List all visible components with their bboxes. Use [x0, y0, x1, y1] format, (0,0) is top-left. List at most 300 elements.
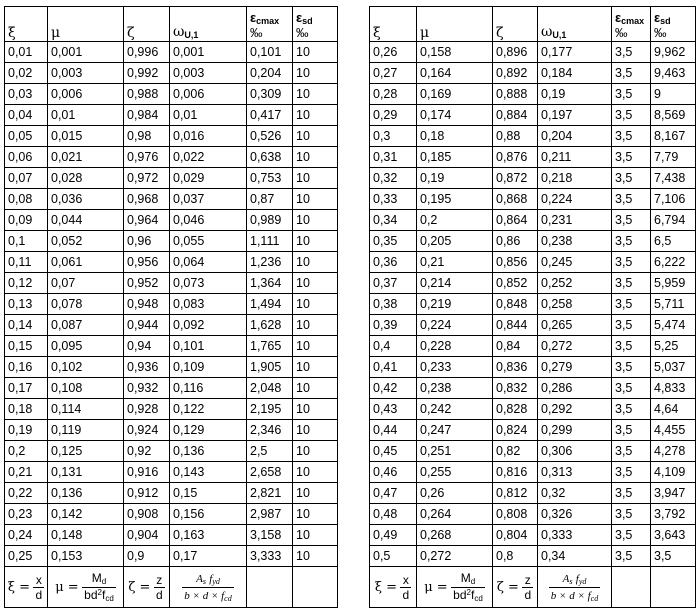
cell-mu: 0,01 — [48, 105, 124, 126]
table-row — [370, 231, 696, 252]
cell-zeta: 0,896 — [493, 42, 538, 63]
cell-eps-cmax: 2,346 — [247, 420, 293, 441]
cell-zeta: 0,816 — [493, 462, 538, 483]
cell-zeta: 0,96 — [124, 231, 170, 252]
cell-omega: 0,333 — [538, 525, 612, 546]
formula-zeta-num: z — [522, 573, 533, 588]
cell-eps-sd: 10 — [293, 252, 338, 273]
cell-mu: 0,264 — [417, 504, 493, 525]
cell-eps-sd: 4,833 — [651, 378, 696, 399]
header-mu: μ — [48, 7, 124, 42]
cell-xi: 0,27 — [370, 63, 417, 84]
cell-eps-sd: 3,5 — [651, 546, 696, 567]
cell-eps-cmax: 0,526 — [247, 126, 293, 147]
cell-xi: 0,19 — [5, 420, 48, 441]
cell-zeta: 0,976 — [124, 147, 170, 168]
cell-omega: 0,184 — [538, 63, 612, 84]
cell-xi: 0,24 — [5, 525, 48, 546]
cell-eps-sd: 6,5 — [651, 231, 696, 252]
formula-xi — [5, 567, 48, 608]
cell-omega: 0,022 — [170, 147, 247, 168]
table-row — [5, 525, 338, 546]
formula-mu-num: M — [91, 570, 102, 585]
eps-c-symbol: ε — [250, 10, 257, 25]
cell-xi: 0,43 — [370, 399, 417, 420]
cell-zeta: 0,964 — [124, 210, 170, 231]
cell-omega: 0,143 — [170, 462, 247, 483]
cell-zeta: 0,908 — [124, 504, 170, 525]
cell-eps-sd: 4,64 — [651, 399, 696, 420]
cell-eps-sd: 9 — [651, 84, 696, 105]
cell-eps-sd: 10 — [293, 441, 338, 462]
formula-mu — [48, 567, 124, 608]
cell-eps-sd: 3,792 — [651, 504, 696, 525]
table-row — [5, 210, 338, 231]
cell-mu: 0,174 — [417, 105, 493, 126]
cell-eps-sd: 10 — [293, 525, 338, 546]
cell-mu: 0,108 — [48, 378, 124, 399]
cell-omega: 0,224 — [538, 189, 612, 210]
cell-eps-cmax: 0,989 — [247, 210, 293, 231]
cell-eps-sd: 10 — [293, 84, 338, 105]
cell-zeta: 0,98 — [124, 126, 170, 147]
cell-eps-sd: 10 — [293, 189, 338, 210]
formula-zeta-lhs: ζ = — [496, 579, 519, 595]
cell-omega: 0,15 — [170, 483, 247, 504]
cell-mu: 0,233 — [417, 357, 493, 378]
formula-om-A: A — [196, 572, 203, 585]
cell-mu: 0,114 — [48, 399, 124, 420]
cell-eps-sd: 10 — [293, 315, 338, 336]
cell-eps-cmax: 3,5 — [612, 336, 651, 357]
cell-omega: 0,265 — [538, 315, 612, 336]
cell-mu: 0,153 — [48, 546, 124, 567]
cell-mu: 0,061 — [48, 252, 124, 273]
cell-eps-sd: 10 — [293, 336, 338, 357]
cell-mu: 0,169 — [417, 84, 493, 105]
cell-xi: 0,05 — [5, 126, 48, 147]
cell-mu: 0,044 — [48, 210, 124, 231]
cell-eps-sd: 7,79 — [651, 147, 696, 168]
cell-eps-cmax: 1,905 — [247, 357, 293, 378]
cell-zeta: 0,828 — [493, 399, 538, 420]
cell-omega: 0,083 — [170, 294, 247, 315]
omega-subscript: U,1 — [184, 30, 199, 40]
cell-xi: 0,44 — [370, 420, 417, 441]
cell-xi: 0,2 — [5, 441, 48, 462]
table-row — [5, 273, 338, 294]
cell-mu: 0,224 — [417, 315, 493, 336]
formula-mu-den-f: f — [470, 587, 475, 602]
formula-zeta-num: z — [154, 573, 165, 588]
cell-xi: 0,15 — [5, 336, 48, 357]
cell-omega: 0,037 — [170, 189, 247, 210]
table-row — [370, 483, 696, 504]
formula-omega — [170, 567, 247, 608]
eps-c-unit: ‰ — [250, 26, 263, 40]
cell-omega: 0,177 — [538, 42, 612, 63]
cell-eps-sd: 3,947 — [651, 483, 696, 504]
cell-xi: 0,41 — [370, 357, 417, 378]
cell-eps-cmax: 0,101 — [247, 42, 293, 63]
eps-s-symbol: ε — [654, 10, 661, 25]
table-row — [5, 441, 338, 462]
cell-eps-cmax: 3,5 — [612, 294, 651, 315]
cell-xi: 0,5 — [370, 546, 417, 567]
cell-eps-cmax: 1,628 — [247, 315, 293, 336]
cell-eps-cmax: 3,5 — [612, 504, 651, 525]
cell-mu: 0,021 — [48, 147, 124, 168]
cell-zeta: 0,912 — [124, 483, 170, 504]
eps-c-subscript: cmax — [621, 16, 645, 26]
cell-eps-cmax: 3,5 — [612, 42, 651, 63]
table-row — [5, 483, 338, 504]
cell-zeta: 0,888 — [493, 84, 538, 105]
cell-xi: 0,49 — [370, 525, 417, 546]
formula-zeta-den: d — [155, 587, 163, 602]
cell-eps-sd: 5,25 — [651, 336, 696, 357]
table-row — [370, 210, 696, 231]
cell-eps-sd: 7,438 — [651, 168, 696, 189]
formula-mu-den-sup: 2 — [466, 587, 471, 597]
cell-zeta: 0,84 — [493, 336, 538, 357]
formula-mu-den: bd — [453, 587, 467, 602]
table-row — [370, 168, 696, 189]
cell-eps-cmax: 2,048 — [247, 378, 293, 399]
cell-eps-sd: 8,569 — [651, 105, 696, 126]
cell-xi: 0,22 — [5, 483, 48, 504]
cell-eps-cmax: 1,111 — [247, 231, 293, 252]
cell-omega: 0,19 — [538, 84, 612, 105]
formula-empty-cell — [651, 567, 696, 608]
cell-eps-sd: 3,643 — [651, 525, 696, 546]
table-row — [370, 441, 696, 462]
cell-omega: 0,218 — [538, 168, 612, 189]
cell-xi: 0,03 — [5, 84, 48, 105]
cell-eps-sd: 6,794 — [651, 210, 696, 231]
cell-omega: 0,001 — [170, 42, 247, 63]
cell-eps-cmax: 1,765 — [247, 336, 293, 357]
omega-symbol: ω — [541, 24, 553, 40]
cell-xi: 0,17 — [5, 378, 48, 399]
table-row — [5, 357, 338, 378]
cell-mu: 0,185 — [417, 147, 493, 168]
cell-mu: 0,142 — [48, 504, 124, 525]
formula-mu-den-sub: cd — [105, 593, 114, 603]
table-row — [5, 231, 338, 252]
cell-xi: 0,23 — [5, 504, 48, 525]
cell-zeta: 0,916 — [124, 462, 170, 483]
formula-empty-cell — [293, 567, 338, 608]
cell-eps-sd: 10 — [293, 63, 338, 84]
cell-omega: 0,003 — [170, 63, 247, 84]
table-row — [5, 126, 338, 147]
cell-omega: 0,006 — [170, 84, 247, 105]
table-row — [5, 420, 338, 441]
cell-zeta: 0,88 — [493, 126, 538, 147]
formula-om-den: b × d × f — [550, 589, 591, 602]
cell-eps-sd: 10 — [293, 483, 338, 504]
cell-eps-sd: 10 — [293, 420, 338, 441]
cell-zeta: 0,988 — [124, 84, 170, 105]
cell-eps-sd: 10 — [293, 504, 338, 525]
table-row — [370, 147, 696, 168]
cell-xi: 0,06 — [5, 147, 48, 168]
cell-eps-sd: 10 — [293, 462, 338, 483]
table-row — [370, 105, 696, 126]
table-row — [370, 294, 696, 315]
cell-mu: 0,078 — [48, 294, 124, 315]
cell-eps-sd: 10 — [293, 105, 338, 126]
cell-eps-cmax: 3,5 — [612, 525, 651, 546]
cell-zeta: 0,892 — [493, 63, 538, 84]
cell-eps-cmax: 0,638 — [247, 147, 293, 168]
table-row — [370, 420, 696, 441]
cell-mu: 0,052 — [48, 231, 124, 252]
cell-zeta: 0,848 — [493, 294, 538, 315]
table-row — [5, 168, 338, 189]
cell-eps-sd: 10 — [293, 273, 338, 294]
formula-om-den-sub: cd — [590, 593, 599, 603]
formula-mu-lhs: μ = — [55, 579, 79, 595]
cell-zeta: 0,824 — [493, 420, 538, 441]
table-row — [5, 315, 338, 336]
cell-eps-cmax: 0,417 — [247, 105, 293, 126]
table-row — [370, 378, 696, 399]
cell-omega: 0,092 — [170, 315, 247, 336]
cell-omega: 0,046 — [170, 210, 247, 231]
cell-eps-sd: 10 — [293, 378, 338, 399]
cell-mu: 0,255 — [417, 462, 493, 483]
cell-omega: 0,326 — [538, 504, 612, 525]
cell-mu: 0,125 — [48, 441, 124, 462]
cell-omega: 0,211 — [538, 147, 612, 168]
cell-omega: 0,136 — [170, 441, 247, 462]
table-row — [5, 147, 338, 168]
cell-zeta: 0,968 — [124, 189, 170, 210]
cell-xi: 0,32 — [370, 168, 417, 189]
formula-mu-num-sub: d — [470, 576, 476, 586]
cell-zeta: 0,972 — [124, 168, 170, 189]
cell-omega: 0,245 — [538, 252, 612, 273]
cell-eps-sd: 10 — [293, 168, 338, 189]
cell-eps-cmax: 3,5 — [612, 210, 651, 231]
formula-om-den: b × d × f — [184, 589, 225, 602]
cell-omega: 0,055 — [170, 231, 247, 252]
cell-eps-sd: 6,222 — [651, 252, 696, 273]
cell-xi: 0,13 — [5, 294, 48, 315]
omega-subscript: U,1 — [552, 30, 567, 40]
cell-omega: 0,34 — [538, 546, 612, 567]
table-row — [5, 504, 338, 525]
cell-omega: 0,029 — [170, 168, 247, 189]
cell-mu: 0,095 — [48, 336, 124, 357]
table-row — [370, 357, 696, 378]
cell-xi: 0,25 — [5, 546, 48, 567]
table-row — [5, 546, 338, 567]
eps-c-symbol: ε — [615, 10, 622, 25]
cell-zeta: 0,844 — [493, 315, 538, 336]
cell-omega: 0,258 — [538, 294, 612, 315]
cell-omega: 0,32 — [538, 483, 612, 504]
cell-eps-sd: 10 — [293, 126, 338, 147]
cell-eps-cmax: 3,5 — [612, 315, 651, 336]
formula-mu-lhs: μ = — [424, 579, 448, 595]
formula-om-A-sub: s — [569, 576, 573, 586]
cell-zeta: 0,884 — [493, 105, 538, 126]
eps-s-subscript: sd — [660, 16, 671, 26]
formula-mu — [417, 567, 493, 608]
table-row — [370, 42, 696, 63]
cell-omega: 0,156 — [170, 504, 247, 525]
table-row — [5, 294, 338, 315]
table-row — [370, 336, 696, 357]
table-row — [5, 189, 338, 210]
cell-omega: 0,122 — [170, 399, 247, 420]
formula-om-den-sub: cd — [224, 593, 232, 603]
table-row — [5, 252, 338, 273]
formula-row — [5, 567, 338, 608]
header-eps-cmax — [247, 7, 293, 42]
formula-empty-cell — [612, 567, 651, 608]
cell-eps-sd: 10 — [293, 231, 338, 252]
omega-symbol: ω — [173, 24, 185, 40]
cell-xi: 0,29 — [370, 105, 417, 126]
eps-c-unit: ‰ — [615, 26, 628, 40]
cell-eps-sd: 10 — [293, 357, 338, 378]
cell-xi: 0,09 — [5, 210, 48, 231]
cell-omega: 0,252 — [538, 273, 612, 294]
formula-xi-num: x — [400, 573, 411, 588]
cell-omega: 0,299 — [538, 420, 612, 441]
cell-eps-cmax: 3,5 — [612, 231, 651, 252]
cell-eps-sd: 9,962 — [651, 42, 696, 63]
table-row — [5, 336, 338, 357]
cell-eps-cmax: 1,494 — [247, 294, 293, 315]
formula-om-f: f — [575, 572, 579, 585]
formula-row — [370, 567, 696, 608]
formula-xi-den: d — [35, 587, 43, 602]
cell-omega: 0,101 — [170, 336, 247, 357]
cell-omega: 0,016 — [170, 126, 247, 147]
header-mu: μ — [417, 7, 493, 42]
cell-xi: 0,31 — [370, 147, 417, 168]
cell-mu: 0,21 — [417, 252, 493, 273]
cell-xi: 0,48 — [370, 504, 417, 525]
formula-om-f-sub: yd — [578, 576, 587, 586]
cell-zeta: 0,832 — [493, 378, 538, 399]
cell-zeta: 0,94 — [124, 336, 170, 357]
cell-mu: 0,238 — [417, 378, 493, 399]
cell-zeta: 0,992 — [124, 63, 170, 84]
cell-xi: 0,4 — [370, 336, 417, 357]
cell-mu: 0,18 — [417, 126, 493, 147]
cell-eps-cmax: 0,753 — [247, 168, 293, 189]
cell-xi: 0,45 — [370, 441, 417, 462]
cell-zeta: 0,836 — [493, 357, 538, 378]
cell-eps-cmax: 0,87 — [247, 189, 293, 210]
cell-mu: 0,272 — [417, 546, 493, 567]
cell-eps-cmax: 2,195 — [247, 399, 293, 420]
cell-zeta: 0,956 — [124, 252, 170, 273]
table-row — [370, 273, 696, 294]
cell-eps-cmax: 3,5 — [612, 126, 651, 147]
formula-om-f: f — [209, 572, 213, 585]
header-eps-sd — [293, 7, 338, 42]
cell-eps-cmax: 1,236 — [247, 252, 293, 273]
cell-eps-cmax: 3,5 — [612, 252, 651, 273]
cell-omega: 0,204 — [538, 126, 612, 147]
header-zeta: ζ — [493, 7, 538, 42]
formula-empty-cell — [247, 567, 293, 608]
cell-zeta: 0,932 — [124, 378, 170, 399]
cell-xi: 0,47 — [370, 483, 417, 504]
cell-omega: 0,238 — [538, 231, 612, 252]
cell-eps-cmax: 3,5 — [612, 168, 651, 189]
table-row — [370, 546, 696, 567]
formula-mu-den: bd — [84, 587, 98, 602]
cell-eps-cmax: 3,5 — [612, 63, 651, 84]
table-row — [370, 84, 696, 105]
cell-eps-cmax: 3,5 — [612, 420, 651, 441]
cell-omega: 0,313 — [538, 462, 612, 483]
cell-xi: 0,3 — [370, 126, 417, 147]
table-row — [5, 378, 338, 399]
formula-mu-den-f: f — [101, 587, 106, 602]
cell-eps-cmax: 3,5 — [612, 462, 651, 483]
table-row — [370, 399, 696, 420]
cell-eps-cmax: 3,5 — [612, 357, 651, 378]
cell-mu: 0,036 — [48, 189, 124, 210]
cell-omega: 0,064 — [170, 252, 247, 273]
cell-eps-cmax: 3,5 — [612, 441, 651, 462]
cell-zeta: 0,82 — [493, 441, 538, 462]
cell-eps-cmax: 3,5 — [612, 105, 651, 126]
cell-eps-cmax: 3,5 — [612, 483, 651, 504]
cell-xi: 0,07 — [5, 168, 48, 189]
coefficient-table-right — [369, 6, 696, 608]
cell-xi: 0,37 — [370, 273, 417, 294]
cell-xi: 0,1 — [5, 231, 48, 252]
cell-zeta: 0,868 — [493, 189, 538, 210]
cell-mu: 0,268 — [417, 525, 493, 546]
cell-xi: 0,36 — [370, 252, 417, 273]
cell-mu: 0,195 — [417, 189, 493, 210]
formula-zeta-lhs: ζ = — [128, 579, 151, 595]
formula-zeta — [124, 567, 170, 608]
cell-mu: 0,102 — [48, 357, 124, 378]
cell-zeta: 0,872 — [493, 168, 538, 189]
cell-mu: 0,26 — [417, 483, 493, 504]
table-row — [5, 105, 338, 126]
formula-mu-num-sub: d — [101, 576, 107, 586]
cell-xi: 0,35 — [370, 231, 417, 252]
table-header-row — [370, 7, 696, 42]
cell-eps-cmax: 3,333 — [247, 546, 293, 567]
cell-xi: 0,38 — [370, 294, 417, 315]
eps-s-symbol: ε — [296, 10, 303, 25]
formula-xi-lhs: ξ = — [374, 579, 397, 595]
cell-omega: 0,231 — [538, 210, 612, 231]
cell-eps-cmax: 3,5 — [612, 378, 651, 399]
cell-omega: 0,17 — [170, 546, 247, 567]
cell-xi: 0,12 — [5, 273, 48, 294]
cell-mu: 0,2 — [417, 210, 493, 231]
cell-eps-sd: 10 — [293, 42, 338, 63]
cell-eps-cmax: 2,821 — [247, 483, 293, 504]
table-row — [5, 399, 338, 420]
cell-omega: 0,109 — [170, 357, 247, 378]
